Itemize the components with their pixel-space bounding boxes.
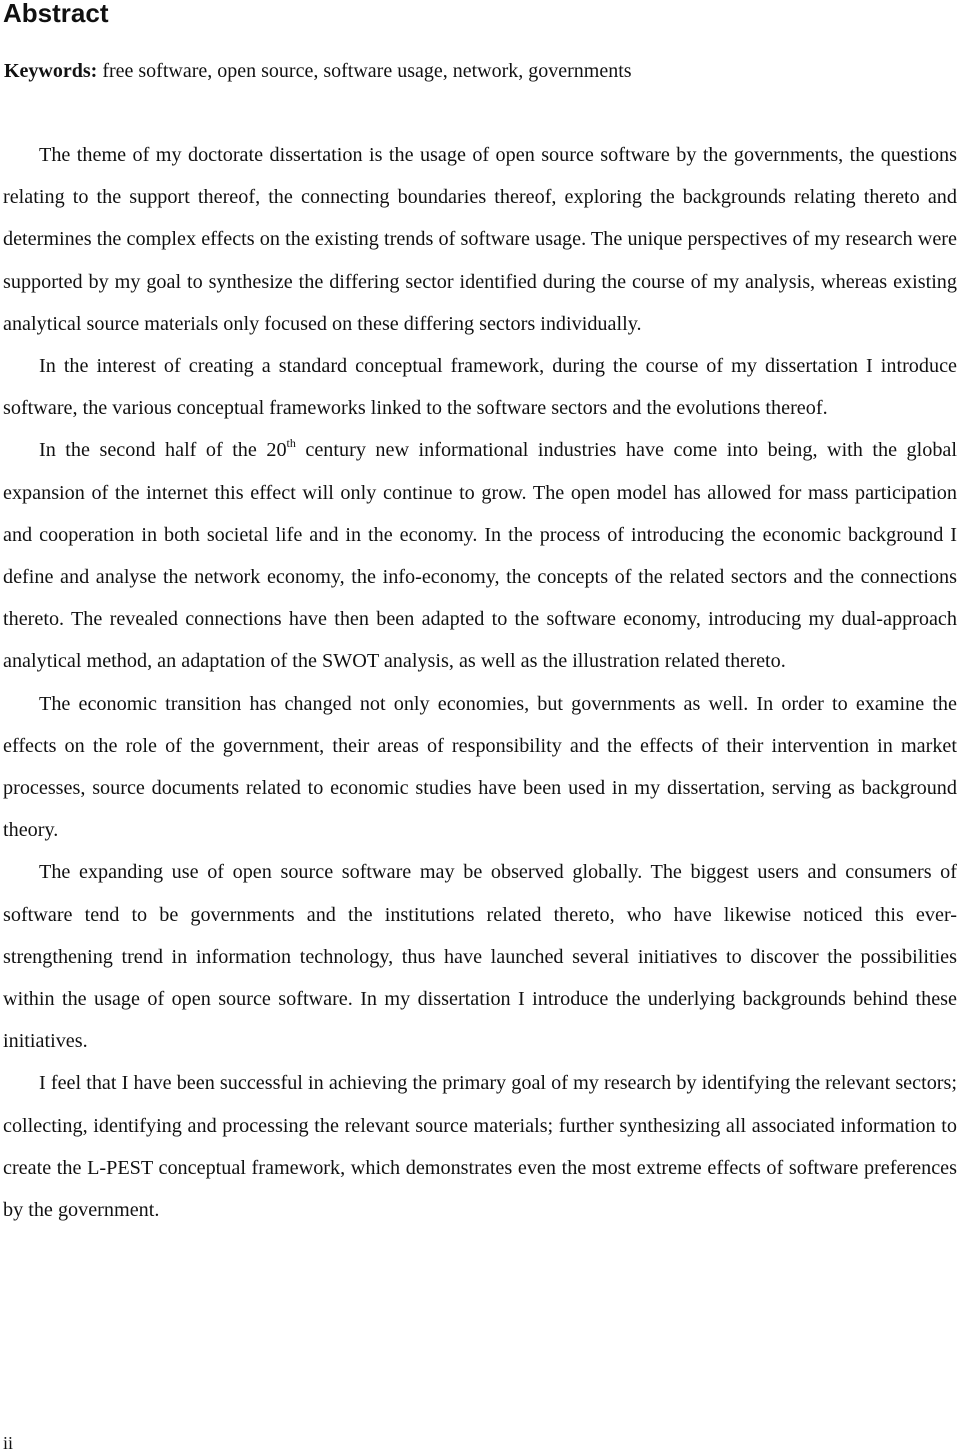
page-number: ii xyxy=(3,1433,14,1453)
abstract-body xyxy=(3,134,957,1231)
keywords-label: Keywords: xyxy=(4,60,98,82)
section-heading: Abstract xyxy=(3,0,109,28)
paragraph-1: The theme of my doctorate dissertation is the usage of open source software by the governments, the questions relating to the support thereof, the connecting boundaries thereof, exploring the backgrounds relating thereto and determines the complex effects on the existing trends of software usage. The unique perspectives of my research were supported by my goal to synthesize the differing sector identified during the course of my analysis, whereas existing analytical source materials only focused on these differing sectors individually. xyxy=(3,144,957,335)
paragraph-3 xyxy=(3,429,957,682)
paragraph-6: I feel that I have been successful in achieving the primary goal of my research by identifying the relevant sectors; collecting, identifying and processing the relevant source materials; further synthesizing all associated information to create the L-PEST conceptual framework, which demonstrates even the most extreme effects of software preferences by the government. xyxy=(3,1072,957,1222)
keywords-text: free software, open source, software usage, network, governments xyxy=(97,60,632,82)
paragraph-5: The expanding use of open source software may be observed globally. The biggest users and consumers of software tend to be governments and the institutions related thereto, who have likewise noticed this ever-strengthening trend in information technology, thus have launched several initiatives to discover the possibilities within the usage of open source software. In my dissertation I introduce the underlying backgrounds behind these initiatives. xyxy=(3,861,957,1053)
paragraph-4: The economic transition has changed not only economies, but governments as well. In order to examine the effects on the role of the government, their areas of responsibility and the effects of their intervention in market processes, source documents related to economic studies have been used in my dissertation, serving as background theory. xyxy=(3,692,957,842)
century-superscript: th xyxy=(286,436,296,451)
paragraph-3-start: In the second half of the 20 xyxy=(39,439,287,462)
paragraph-2: In the interest of creating a standard conceptual framework, during the course of my dissertation I introduce software, the various conceptual frameworks linked to the software sectors and the evolutions thereof. xyxy=(3,355,957,420)
paragraph-3-rest: century new informational industries have come into being, with the global expansion of the internet this effect will only continue to grow. The open model has allowed for mass participation and cooperation in both societal life and in the economy. In the process of introducing the economic background I define and analyse the network economy, the info-economy, the concepts of the related sectors and the connections thereto. The revealed connections have then been adapted to the software economy, introducing my dual-approach analytical method, an adaptation of the SWOT analysis, as well as the illustration related thereto. xyxy=(3,439,957,673)
keywords-line xyxy=(4,58,632,84)
